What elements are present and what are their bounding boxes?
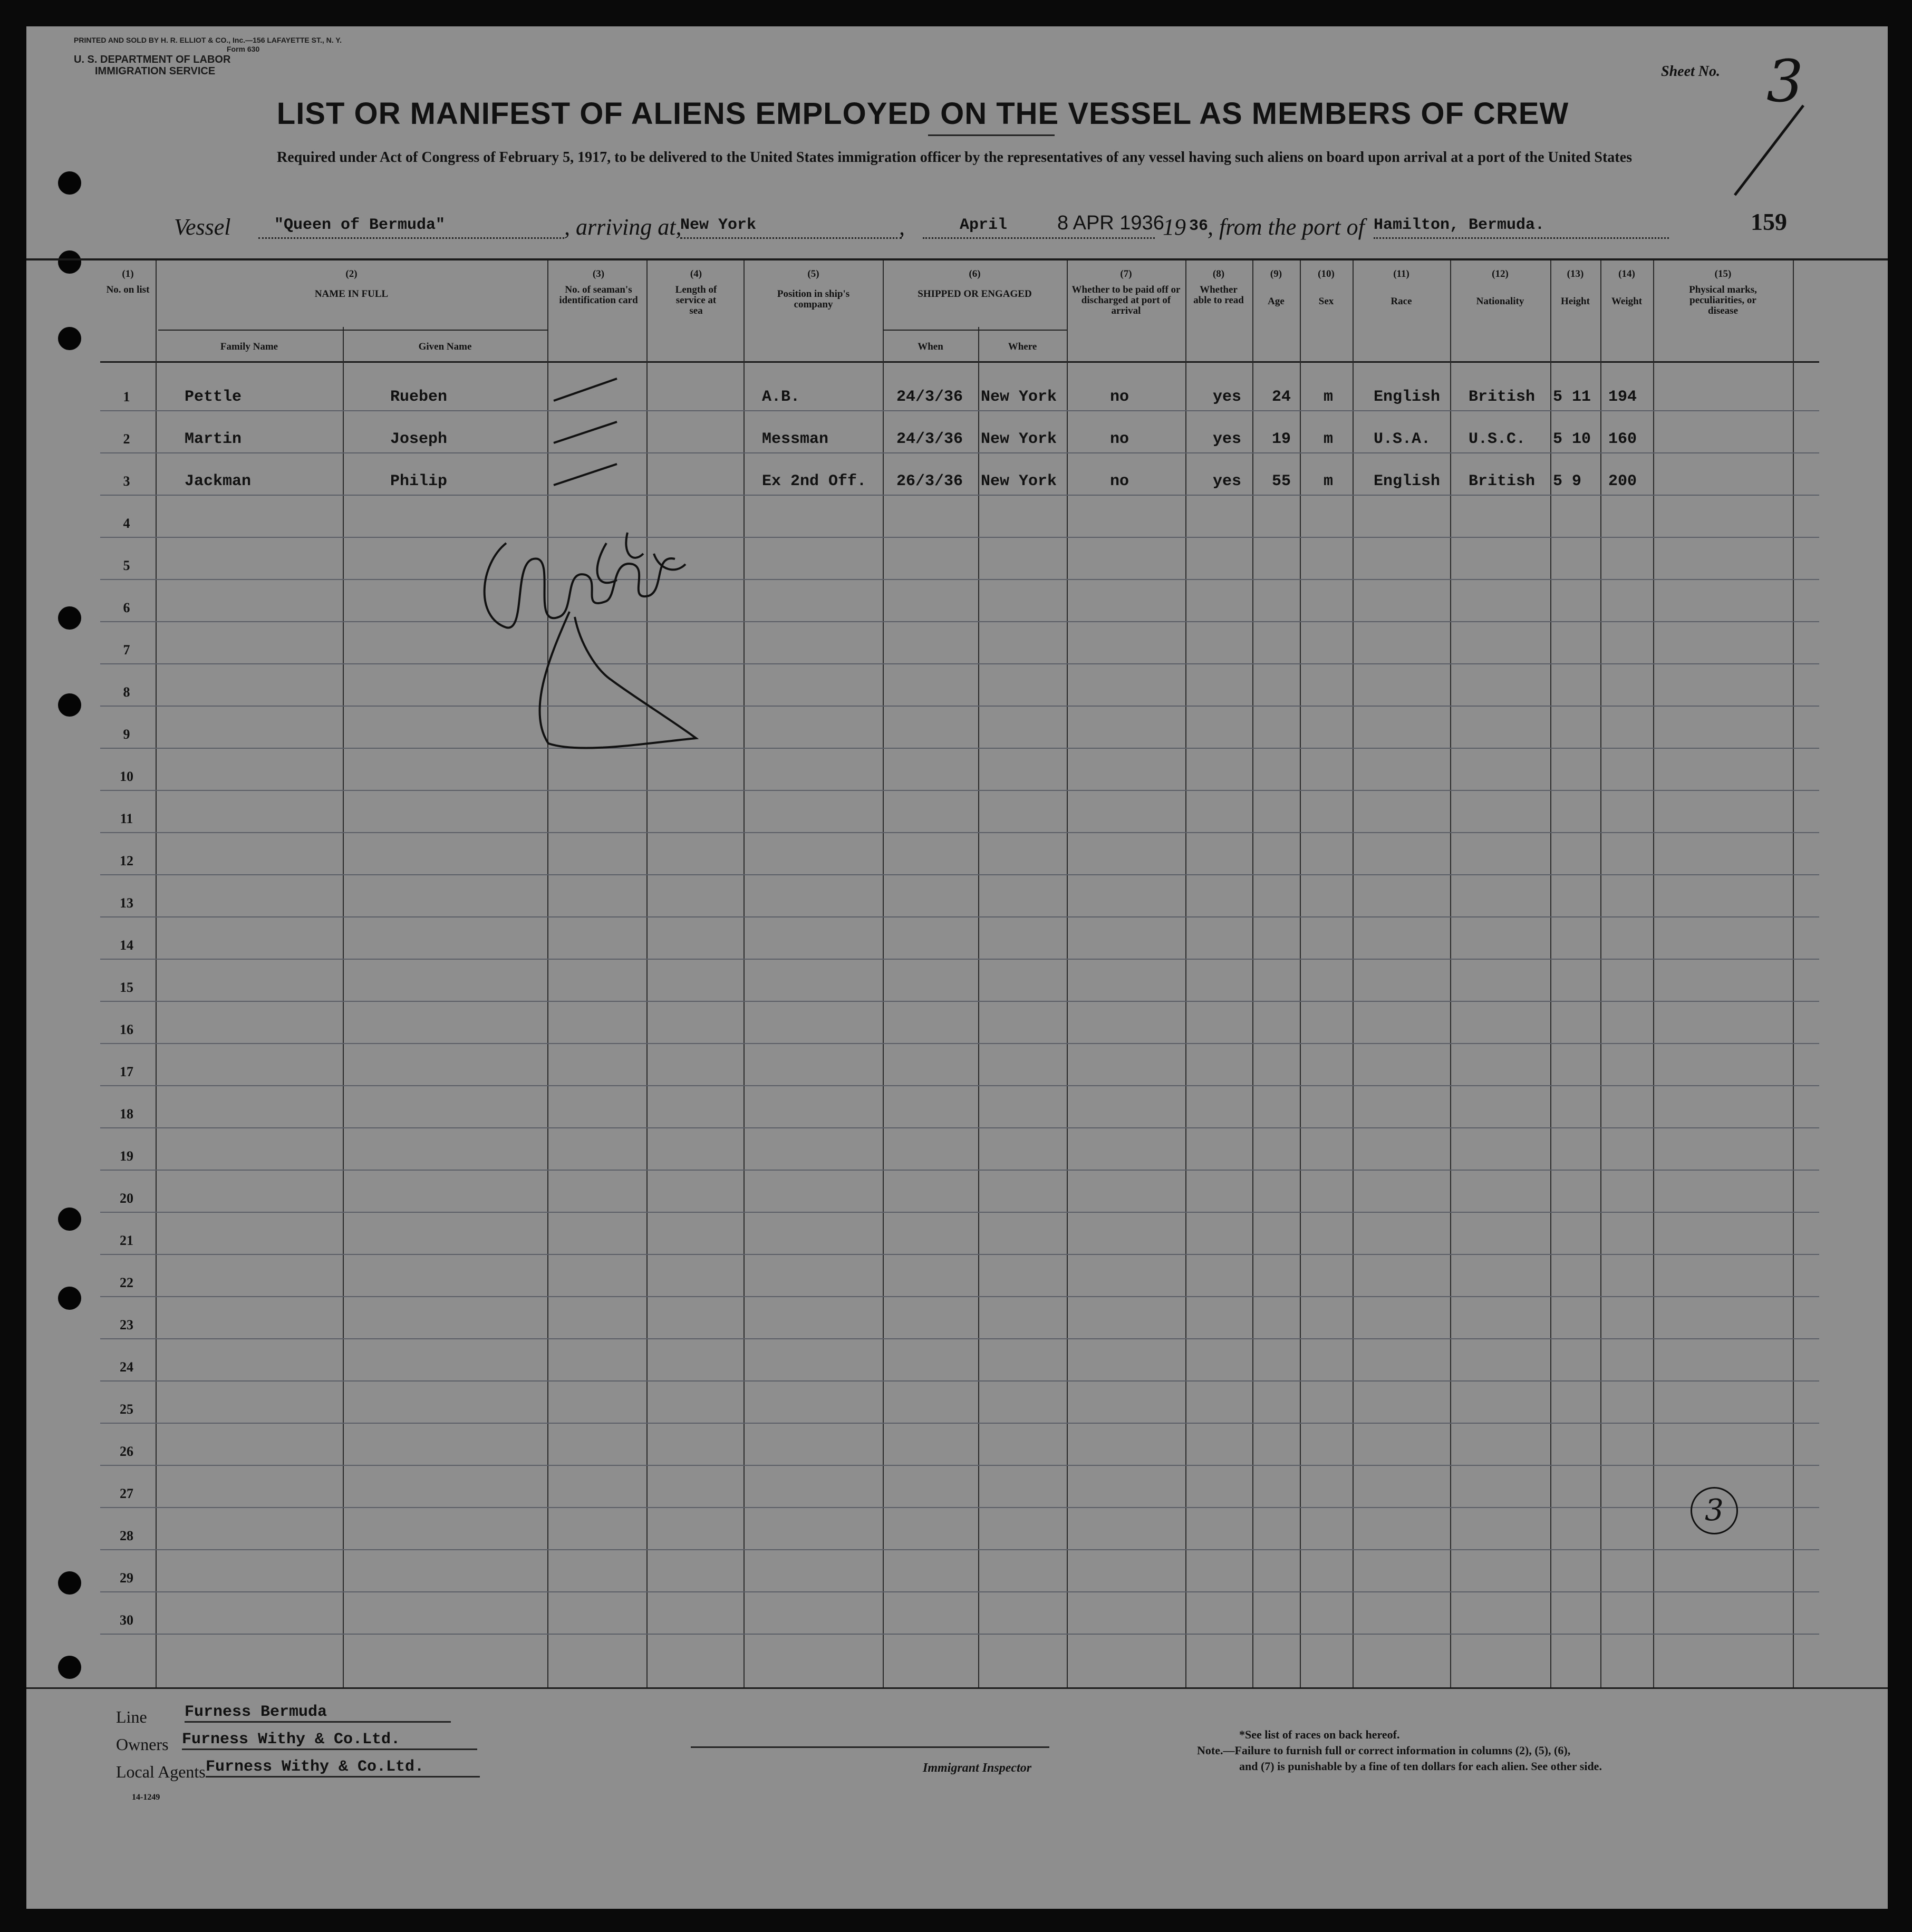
id-card-dash-marks xyxy=(548,369,649,527)
service-name: IMMIGRATION SERVICE xyxy=(95,65,216,77)
row-rule xyxy=(100,1549,1819,1550)
col14-number: (14) xyxy=(1618,268,1635,279)
from-port-label: , from the port of xyxy=(1208,214,1365,240)
col14-label: Weight xyxy=(1611,296,1643,307)
row-number: 8 xyxy=(123,684,130,700)
row-number: 17 xyxy=(120,1064,133,1079)
printer-line: PRINTED AND SOLD BY H. R. ELLIOT & CO., Inc.—156 LAFAYETTE ST., N. Y. xyxy=(74,36,342,44)
row-rule xyxy=(100,874,1819,875)
col-divider xyxy=(1353,260,1354,1687)
date-stamp: 8 APR 1936 xyxy=(1057,212,1164,234)
punch-hole xyxy=(58,1571,81,1595)
row-rule xyxy=(100,748,1819,749)
arrival-port: New York xyxy=(680,216,757,234)
row-number: 5 xyxy=(123,558,130,573)
col9-header xyxy=(1252,269,1300,307)
given-name-header: Given Name xyxy=(418,341,472,352)
shipped-subheader-rule xyxy=(883,330,1067,331)
note-line-2: and (7) is punishable by a fine of ten dollars for each alien. See other side. xyxy=(1239,1760,1602,1773)
paid-off-cell: no xyxy=(1110,430,1129,448)
nationality-cell: U.S.C. xyxy=(1469,430,1526,448)
col1-label: No. on list xyxy=(106,284,150,295)
punch-hole xyxy=(58,171,81,195)
position-cell: Ex 2nd Off. xyxy=(762,472,867,490)
row-rule xyxy=(100,410,1819,411)
year-value: 36 xyxy=(1189,217,1209,235)
shipped-where-cell: New York xyxy=(981,430,1057,448)
family-name-cell: Jackman xyxy=(185,472,252,490)
punch-hole xyxy=(58,606,81,630)
printer-block xyxy=(74,36,342,77)
punch-hole xyxy=(58,1208,81,1231)
note-line-1: Note.—Failure to furnish full or correct information in columns (2), (5), (6), xyxy=(1197,1744,1571,1757)
col11-number: (11) xyxy=(1393,268,1409,279)
vessel-label: Vessel xyxy=(174,214,231,240)
from-port-field xyxy=(1374,216,1669,239)
height-cell: 5 9 xyxy=(1553,472,1582,490)
row-rule xyxy=(100,790,1819,791)
row-rule xyxy=(100,1001,1819,1002)
col-divider xyxy=(1600,260,1601,1687)
col2-header xyxy=(156,269,547,300)
department-name: U. S. DEPARTMENT OF LABOR xyxy=(74,54,231,65)
col2-label: NAME IN FULL xyxy=(314,288,389,300)
col5-number: (5) xyxy=(807,268,819,279)
row-rule xyxy=(100,663,1819,664)
comma: , xyxy=(899,214,905,240)
page-number: 159 xyxy=(1751,208,1787,235)
row-rule xyxy=(100,916,1819,917)
col-divider xyxy=(1450,260,1451,1687)
col4-label: Length of service at sea xyxy=(675,284,717,316)
col9-number: (9) xyxy=(1270,268,1282,279)
inspector-signature-line xyxy=(691,1746,1049,1748)
able-to-read-cell: yes xyxy=(1213,430,1242,448)
row-rule xyxy=(100,1423,1819,1424)
col6-number: (6) xyxy=(969,268,981,279)
row-number: 26 xyxy=(120,1444,133,1459)
row-number: 6 xyxy=(123,600,130,615)
row-rule xyxy=(100,1212,1819,1213)
row-number: 9 xyxy=(123,727,130,742)
col1-header xyxy=(100,269,156,295)
name-subheader-rule xyxy=(158,330,548,331)
age-cell: 24 xyxy=(1272,388,1291,406)
col12-number: (12) xyxy=(1492,268,1509,279)
col-divider xyxy=(743,260,745,1687)
row-number: 20 xyxy=(120,1191,133,1206)
col8-number: (8) xyxy=(1212,268,1225,279)
col10-number: (10) xyxy=(1318,268,1335,279)
row-rule xyxy=(100,1170,1819,1171)
nationality-cell: British xyxy=(1469,388,1536,406)
col2-number: (2) xyxy=(345,268,358,279)
age-cell: 19 xyxy=(1272,430,1291,448)
col4-number: (4) xyxy=(690,268,702,279)
col-divider xyxy=(1252,260,1253,1687)
race-cell: U.S.A. xyxy=(1374,430,1431,448)
punch-hole xyxy=(58,693,81,717)
arrival-month: April xyxy=(960,216,1008,234)
sex-cell: m xyxy=(1324,472,1334,490)
owners-label: Owners xyxy=(116,1735,169,1754)
able-to-read-cell: yes xyxy=(1213,388,1242,406)
col-divider xyxy=(1793,260,1794,1687)
row-number: 29 xyxy=(120,1570,133,1586)
row-number: 4 xyxy=(123,516,130,531)
punch-hole xyxy=(58,1287,81,1310)
row-number: 2 xyxy=(123,431,130,447)
sheet-number-value: 3 xyxy=(1766,47,1803,115)
inspector-signature xyxy=(475,522,770,765)
row-rule xyxy=(100,537,1819,538)
local-agents-label: Local Agents xyxy=(116,1762,206,1781)
sex-cell: m xyxy=(1324,388,1334,406)
col3-label: No. of seaman's identification card xyxy=(559,284,638,306)
page-title: LIST OR MANIFEST OF ALIENS EMPLOYED ON THE VESSEL AS MEMBERS OF CREW xyxy=(276,96,1569,131)
shipped-when-cell: 24/3/36 xyxy=(896,430,963,448)
row-rule xyxy=(100,1338,1819,1339)
age-cell: 55 xyxy=(1272,472,1291,490)
row-rule xyxy=(100,1043,1819,1044)
weight-cell: 160 xyxy=(1608,430,1637,448)
col7-label: Whether to be paid off or discharged at port of arrival xyxy=(1071,284,1181,316)
row-number: 28 xyxy=(120,1528,133,1543)
position-cell: Messman xyxy=(762,430,829,448)
row-number: 16 xyxy=(120,1022,133,1037)
col5-header xyxy=(746,269,881,310)
col12-label: Nationality xyxy=(1476,296,1524,307)
col13-label: Height xyxy=(1561,296,1590,307)
shipped-when-cell: 24/3/36 xyxy=(896,388,963,406)
races-note: *See list of races on back hereof. xyxy=(1239,1728,1400,1741)
col7-number: (7) xyxy=(1120,268,1132,279)
inspector-label: Immigrant Inspector xyxy=(923,1761,1032,1775)
arriving-label: , arriving at, xyxy=(564,214,682,240)
row-rule xyxy=(100,452,1819,453)
row-number: 19 xyxy=(120,1148,133,1164)
col8-label: Whether able to read xyxy=(1193,284,1244,306)
weight-cell: 194 xyxy=(1608,388,1637,406)
row-rule xyxy=(100,1254,1819,1255)
col1-number: (1) xyxy=(122,268,134,279)
header-bottom-rule xyxy=(100,361,1819,363)
table-bottom-rule xyxy=(26,1687,1888,1689)
col6-label: SHIPPED OR ENGAGED xyxy=(918,288,1032,300)
col4-header xyxy=(651,269,741,316)
col-divider xyxy=(1185,260,1186,1687)
row-rule xyxy=(100,1127,1819,1128)
form-number: Form 630 xyxy=(227,45,260,53)
row-rule xyxy=(100,959,1819,960)
row-number: 23 xyxy=(120,1317,133,1332)
manifest-sheet xyxy=(26,26,1888,1909)
race-cell: English xyxy=(1374,472,1441,490)
when-header: When xyxy=(918,341,943,352)
row-rule xyxy=(100,1507,1819,1508)
row-rule xyxy=(100,1591,1819,1592)
circled-mark: 3 xyxy=(1691,1487,1738,1534)
arrival-port-field xyxy=(680,216,902,239)
height-cell: 5 10 xyxy=(1553,430,1591,448)
col-divider xyxy=(1550,260,1551,1687)
paid-off-cell: no xyxy=(1110,472,1129,490)
col-divider xyxy=(978,327,979,1687)
row-number: 3 xyxy=(123,474,130,489)
given-name-cell: Rueben xyxy=(390,388,448,406)
col10-label: Sex xyxy=(1318,296,1334,307)
shipped-when-cell: 26/3/36 xyxy=(896,472,963,490)
col7-header xyxy=(1069,269,1183,316)
col-divider xyxy=(1067,260,1068,1687)
row-rule xyxy=(100,1296,1819,1297)
height-cell: 5 11 xyxy=(1553,388,1591,406)
sheet-number-label: Sheet No. xyxy=(1661,63,1720,80)
owners-value: Furness Withy & Co.Ltd. xyxy=(182,1731,477,1750)
row-number: 18 xyxy=(120,1106,133,1122)
row-number: 7 xyxy=(123,642,130,658)
where-header: Where xyxy=(1008,341,1037,352)
col5-label: Position in ship's company xyxy=(777,288,850,310)
row-number: 1 xyxy=(123,389,130,404)
row-number: 14 xyxy=(120,938,133,953)
shipped-where-cell: New York xyxy=(981,472,1057,490)
vessel-name: "Queen of Bermuda" xyxy=(274,216,446,234)
family-name-header: Family Name xyxy=(220,341,278,352)
row-number: 12 xyxy=(120,853,133,868)
col-divider xyxy=(1300,260,1301,1687)
given-name-cell: Philip xyxy=(390,472,448,490)
punch-hole xyxy=(58,1656,81,1679)
row-rule xyxy=(100,1465,1819,1466)
punch-hole xyxy=(58,250,81,274)
line-value: Furness Bermuda xyxy=(185,1703,451,1723)
row-rule xyxy=(100,1634,1819,1635)
weight-cell: 200 xyxy=(1608,472,1637,490)
local-agents-value: Furness Withy & Co.Ltd. xyxy=(206,1758,480,1778)
row-number: 15 xyxy=(120,980,133,995)
race-cell: English xyxy=(1374,388,1441,406)
title-underline xyxy=(928,134,1055,136)
col11-label: Race xyxy=(1390,296,1412,307)
nationality-cell: British xyxy=(1469,472,1536,490)
row-number: 11 xyxy=(120,811,133,826)
row-number: 13 xyxy=(120,895,133,911)
col15-label: Physical marks, peculiarities, or disease xyxy=(1689,284,1757,316)
paid-off-cell: no xyxy=(1110,388,1129,406)
row-number: 24 xyxy=(120,1359,133,1375)
able-to-read-cell: yes xyxy=(1213,472,1242,490)
table-top-rule xyxy=(26,258,1888,260)
col3-header xyxy=(554,269,643,306)
form-code: 14-1249 xyxy=(132,1793,160,1802)
col3-number: (3) xyxy=(592,268,605,279)
family-name-cell: Pettle xyxy=(185,388,242,406)
col14-header xyxy=(1600,269,1653,307)
col-divider xyxy=(883,260,884,1687)
shipped-where-cell: New York xyxy=(981,388,1057,406)
row-number: 10 xyxy=(120,769,133,784)
family-name-cell: Martin xyxy=(185,430,242,448)
line-label: Line xyxy=(116,1707,147,1726)
page-subtitle: Required under Act of Congress of February 5, 1917, to be delivered to the United States immigration officer by the representatives of any vessel having such aliens on board upon arrival at a port of the United States xyxy=(277,149,1632,166)
position-cell: A.B. xyxy=(762,388,800,406)
sex-cell: m xyxy=(1324,430,1334,448)
row-rule xyxy=(100,1085,1819,1086)
row-number: 25 xyxy=(120,1402,133,1417)
col-divider xyxy=(156,260,157,1687)
row-rule xyxy=(100,579,1819,580)
vessel-field xyxy=(258,216,564,239)
row-rule xyxy=(100,832,1819,833)
col-divider xyxy=(343,327,344,1687)
row-rule xyxy=(100,495,1819,496)
col6-header xyxy=(883,269,1067,300)
col13-number: (13) xyxy=(1567,268,1584,279)
col10-header xyxy=(1300,269,1353,307)
col12-header xyxy=(1450,269,1550,307)
row-number: 30 xyxy=(120,1612,133,1628)
row-number: 21 xyxy=(120,1233,133,1248)
row-rule xyxy=(100,706,1819,707)
from-port: Hamilton, Bermuda. xyxy=(1374,216,1545,234)
col9-label: Age xyxy=(1268,296,1285,307)
row-number: 22 xyxy=(120,1275,133,1290)
col15-header xyxy=(1656,269,1790,316)
col8-header xyxy=(1186,269,1251,306)
given-name-cell: Joseph xyxy=(390,430,448,448)
col15-number: (15) xyxy=(1714,268,1732,279)
col13-header xyxy=(1550,269,1600,307)
year-label: 19 xyxy=(1163,214,1186,240)
row-number: 27 xyxy=(120,1486,133,1501)
col-divider xyxy=(1653,260,1654,1687)
col11-header xyxy=(1353,269,1450,307)
row-rule xyxy=(100,621,1819,622)
row-rule xyxy=(100,1380,1819,1382)
punch-hole xyxy=(58,327,81,350)
